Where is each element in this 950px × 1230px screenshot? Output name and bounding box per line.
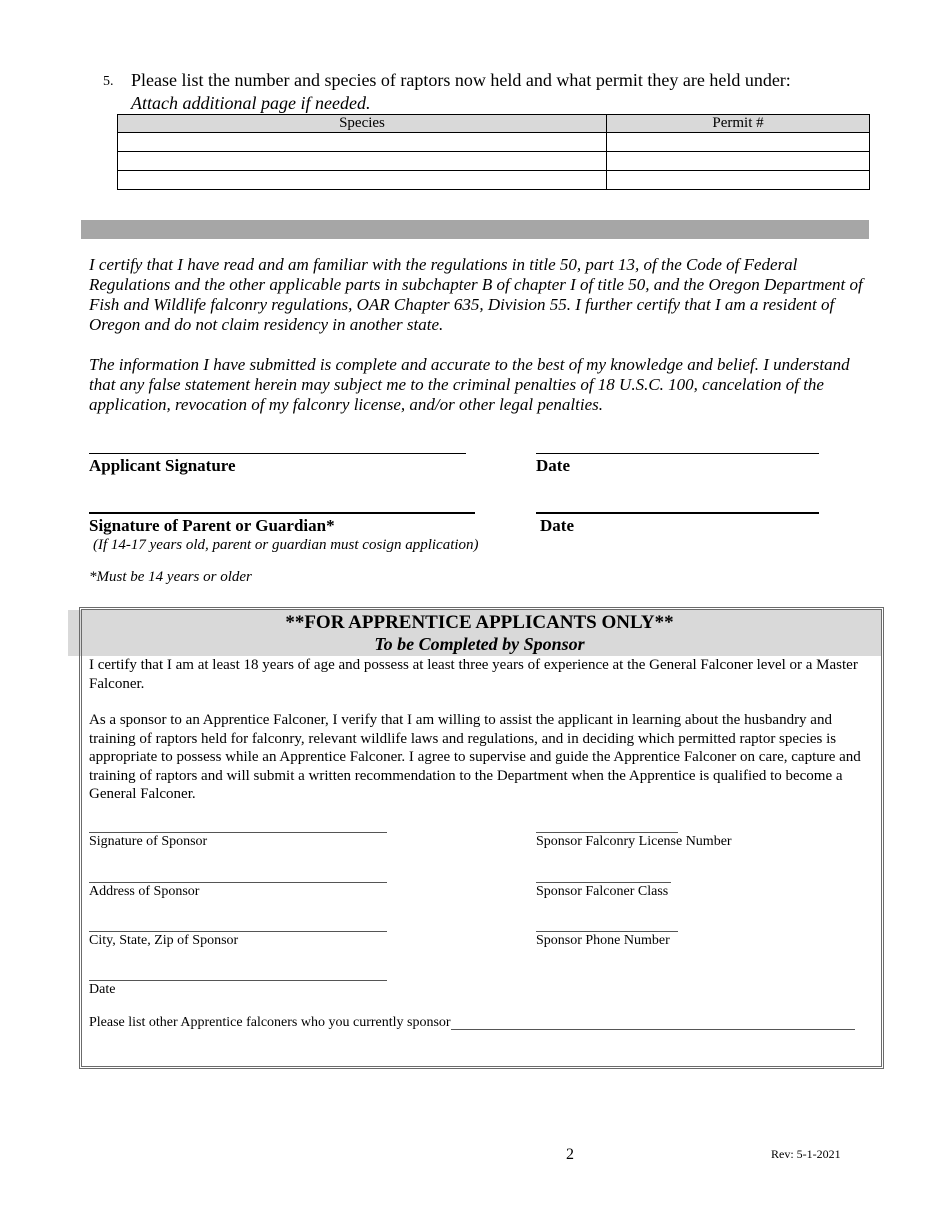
question-text: Please list the number and species of raptors now held and what permit they are held under: — [131, 70, 791, 90]
sponsor-signature-line[interactable] — [89, 832, 387, 833]
revision-date: Rev: 5-1-2021 — [771, 1147, 841, 1161]
certification-paragraph-1: I certify that I have read and am familiar with the regulations in title 50, part 13, of the Code of Federal Regulations and the other applicable parts in subchapter B of chapter I of title 50, and the Oregon Department of Fish and Wildlife falconry regulations, OAR Chapter 635, Division 55. I further certify that I am a resident of Oregon and do not claim residency in another state. — [89, 255, 863, 334]
sponsor-phone-line[interactable] — [536, 931, 678, 932]
sponsor-address-label: Address of Sponsor — [89, 884, 200, 899]
guardian-signature-line[interactable] — [89, 512, 475, 514]
permit-cell[interactable] — [607, 171, 870, 190]
species-cell[interactable] — [118, 133, 607, 152]
certification-paragraph-2: The information I have submitted is complete and accurate to the best of my knowledge and belief. I understand that any false statement herein may subject me to the criminal penalties of 18 U.S.C. 100, cancelation of the application, revocation of my falconry license, and/or other legal penalties. — [89, 355, 850, 414]
permit-cell[interactable] — [607, 152, 870, 171]
sponsor-subtitle: To be Completed by Sponsor — [374, 634, 585, 654]
raptors-table — [117, 114, 870, 190]
applicant-signature-label: Applicant Signature — [89, 456, 236, 475]
sponsor-class-label: Sponsor Falconer Class — [536, 884, 669, 899]
sponsor-class-line[interactable] — [536, 882, 671, 883]
page-number: 2 — [566, 1146, 574, 1163]
sponsor-license-label: Sponsor Falconry License Number — [536, 834, 732, 849]
sponsor-city-line[interactable] — [89, 931, 387, 932]
guardian-date-line[interactable] — [536, 512, 819, 514]
question-note: Attach additional page if needed. — [131, 93, 371, 113]
sponsor-date-label: Date — [89, 982, 116, 997]
table-row — [118, 152, 870, 171]
species-cell[interactable] — [118, 171, 607, 190]
sponsor-paragraph-2: As a sponsor to an Apprentice Falconer, I verify that I am willing to assist the applicant in learning about the husbandry and training of raptors held for falconry, relevant wildlife laws and regulations, and in deciding which permitted raptor species is appropriate to possess while an Apprentice Falconer. I agree to supervise and guide the Apprentice Falconer on care, capture and training of raptors and will submit a written recommendation to the Department when the Apprentice is qualified to become a General Falconer. — [89, 712, 861, 802]
sponsor-address-line[interactable] — [89, 882, 387, 883]
applicant-signature-line[interactable] — [89, 453, 466, 454]
sponsor-phone-label: Sponsor Phone Number — [536, 933, 670, 948]
sponsor-signature-label: Signature of Sponsor — [89, 834, 208, 849]
sponsor-license-line[interactable] — [536, 832, 678, 833]
sponsor-title: **FOR APPRENTICE APPLICANTS ONLY** — [285, 612, 674, 633]
age-note: *Must be 14 years or older — [89, 569, 252, 585]
guardian-signature-label: Signature of Parent or Guardian* — [89, 516, 335, 535]
permit-header: Permit # — [607, 115, 870, 133]
table-row — [118, 133, 870, 152]
other-apprentices-line[interactable] — [451, 1029, 855, 1030]
table-row — [118, 171, 870, 190]
other-apprentices-label: Please list other Apprentice falconers who you currently sponsor — [89, 1015, 451, 1030]
sponsor-date-line[interactable] — [89, 980, 387, 981]
applicant-date-line[interactable] — [536, 453, 819, 454]
species-cell[interactable] — [118, 152, 607, 171]
section-divider — [81, 220, 869, 239]
applicant-date-label: Date — [536, 456, 570, 475]
species-header: Species — [118, 115, 607, 133]
table-header-row — [118, 115, 870, 133]
guardian-note: (If 14-17 years old, parent or guardian must cosign application) — [93, 537, 479, 553]
guardian-date-label: Date — [540, 516, 574, 535]
permit-cell[interactable] — [607, 133, 870, 152]
question-number: 5. — [103, 74, 114, 89]
sponsor-city-label: City, State, Zip of Sponsor — [89, 933, 239, 948]
sponsor-paragraph-1: I certify that I am at least 18 years of age and possess at least three years of experience at the General Falconer level or a Master Falconer. — [89, 657, 858, 692]
